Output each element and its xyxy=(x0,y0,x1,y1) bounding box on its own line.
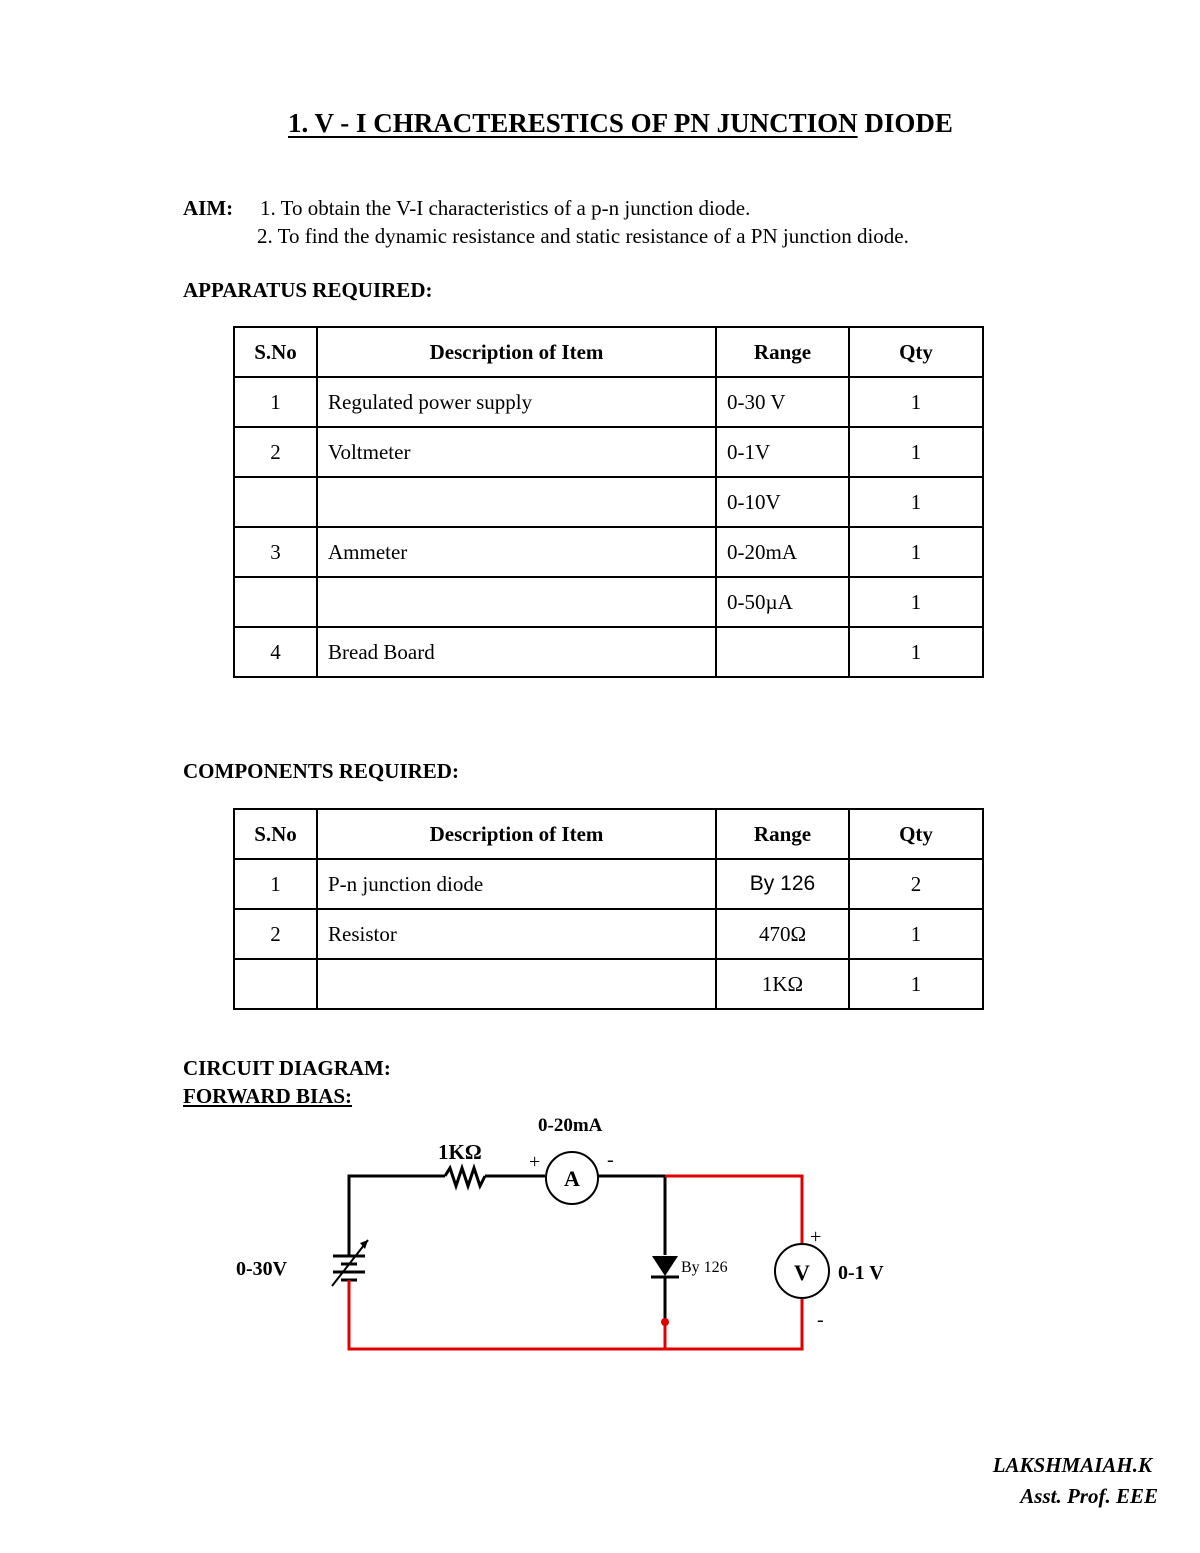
table-cell: 1KΩ xyxy=(716,959,849,1009)
ammeter-plus-sign: + xyxy=(529,1151,541,1173)
table-cell: Regulated power supply xyxy=(317,377,716,427)
diode-symbol xyxy=(652,1256,678,1276)
resistor-value-label: 1KΩ xyxy=(438,1140,482,1164)
column-header: Description of Item xyxy=(317,327,716,377)
title-rest: DIODE xyxy=(857,108,953,138)
table-cell xyxy=(234,477,317,527)
components-table xyxy=(233,808,984,1010)
table-cell: 0-30 V xyxy=(716,377,849,427)
aim-label: AIM: xyxy=(183,196,234,220)
table-cell: 1 xyxy=(849,377,983,427)
table-cell: 0-10V xyxy=(716,477,849,527)
table-cell: Bread Board xyxy=(317,627,716,677)
table-row xyxy=(234,627,983,677)
table-cell: 1 xyxy=(849,627,983,677)
table-row xyxy=(234,427,983,477)
resistor-symbol xyxy=(445,1168,485,1186)
table-cell: Ammeter xyxy=(317,527,716,577)
table-cell: 470Ω xyxy=(716,909,849,959)
apparatus-heading: APPARATUS REQUIRED: xyxy=(183,278,433,302)
forward-bias-circuit-diagram xyxy=(0,1100,1200,1380)
table-cell: 1 xyxy=(234,377,317,427)
title-underlined: 1. V - I CHRACTERESTICS OF PN JUNCTION xyxy=(288,108,858,138)
wire-black-top xyxy=(349,1176,445,1232)
table-cell: 0-50µA xyxy=(716,577,849,627)
table-cell: 1 xyxy=(234,859,317,909)
table-cell: 1 xyxy=(849,427,983,477)
supply-range-label: 0-30V xyxy=(236,1258,288,1280)
ammeter-range-label: 0-20mA xyxy=(538,1115,603,1136)
table-cell: 1 xyxy=(849,959,983,1009)
wire-red-voltmeter-bottom xyxy=(665,1298,802,1349)
table-cell: 1 xyxy=(849,909,983,959)
wire-red-voltmeter-top xyxy=(665,1176,802,1245)
table-cell: 2 xyxy=(234,427,317,477)
voltmeter-letter: V xyxy=(794,1260,810,1285)
table-cell xyxy=(716,627,849,677)
table-cell: By 126 xyxy=(716,859,849,909)
table-cell: 0-20mA xyxy=(716,527,849,577)
aim-line-2: 2. To find the dynamic resistance and static resistance of a PN junction diode. xyxy=(257,224,909,248)
table-row xyxy=(234,377,983,427)
table-cell xyxy=(317,959,716,1009)
table-cell: 1 xyxy=(849,527,983,577)
column-header: Qty xyxy=(849,327,983,377)
author-designation: Asst. Prof. EEE xyxy=(1020,1484,1158,1508)
circuit-heading: CIRCUIT DIAGRAM: xyxy=(183,1056,391,1080)
apparatus-table xyxy=(233,326,984,678)
components-heading: COMPONENTS REQUIRED: xyxy=(183,759,459,783)
table-cell xyxy=(317,577,716,627)
table-cell xyxy=(234,577,317,627)
voltmeter-plus-sign: + xyxy=(810,1226,822,1248)
table-header-row xyxy=(234,809,983,859)
wire-red-bottom xyxy=(349,1290,665,1349)
ammeter-minus-sign: - xyxy=(607,1149,614,1171)
table-cell: 2 xyxy=(234,909,317,959)
table-cell: 2 xyxy=(849,859,983,909)
table-header-row xyxy=(234,327,983,377)
table-cell: Voltmeter xyxy=(317,427,716,477)
column-header: S.No xyxy=(234,327,317,377)
table-row xyxy=(234,859,983,909)
table-row xyxy=(234,577,983,627)
table-row xyxy=(234,477,983,527)
column-header: Range xyxy=(716,809,849,859)
forward-bias-heading: FORWARD BIAS: xyxy=(183,1084,353,1108)
table-cell: 0-1V xyxy=(716,427,849,477)
junction-dot xyxy=(661,1318,669,1326)
voltmeter-range-label: 0-1 V xyxy=(838,1262,884,1284)
table-cell: 3 xyxy=(234,527,317,577)
column-header: Range xyxy=(716,327,849,377)
table-row xyxy=(234,527,983,577)
voltmeter-minus-sign: - xyxy=(817,1309,824,1331)
column-header: S.No xyxy=(234,809,317,859)
table-row xyxy=(234,909,983,959)
table-cell: 4 xyxy=(234,627,317,677)
table-cell: 1 xyxy=(849,577,983,627)
table-cell: Resistor xyxy=(317,909,716,959)
column-header: Qty xyxy=(849,809,983,859)
table-cell: 1 xyxy=(849,477,983,527)
author-name: LAKSHMAIAH.K xyxy=(992,1453,1152,1477)
ammeter-letter: A xyxy=(564,1166,580,1191)
table-row xyxy=(234,959,983,1009)
diode-part-label: By 126 xyxy=(681,1259,728,1276)
table-cell xyxy=(317,477,716,527)
table-cell xyxy=(234,959,317,1009)
table-cell: P-n junction diode xyxy=(317,859,716,909)
aim-line-1: 1. To obtain the V-I characteristics of a p-n junction diode. xyxy=(260,196,751,220)
page-title xyxy=(288,108,953,139)
column-header: Description of Item xyxy=(317,809,716,859)
